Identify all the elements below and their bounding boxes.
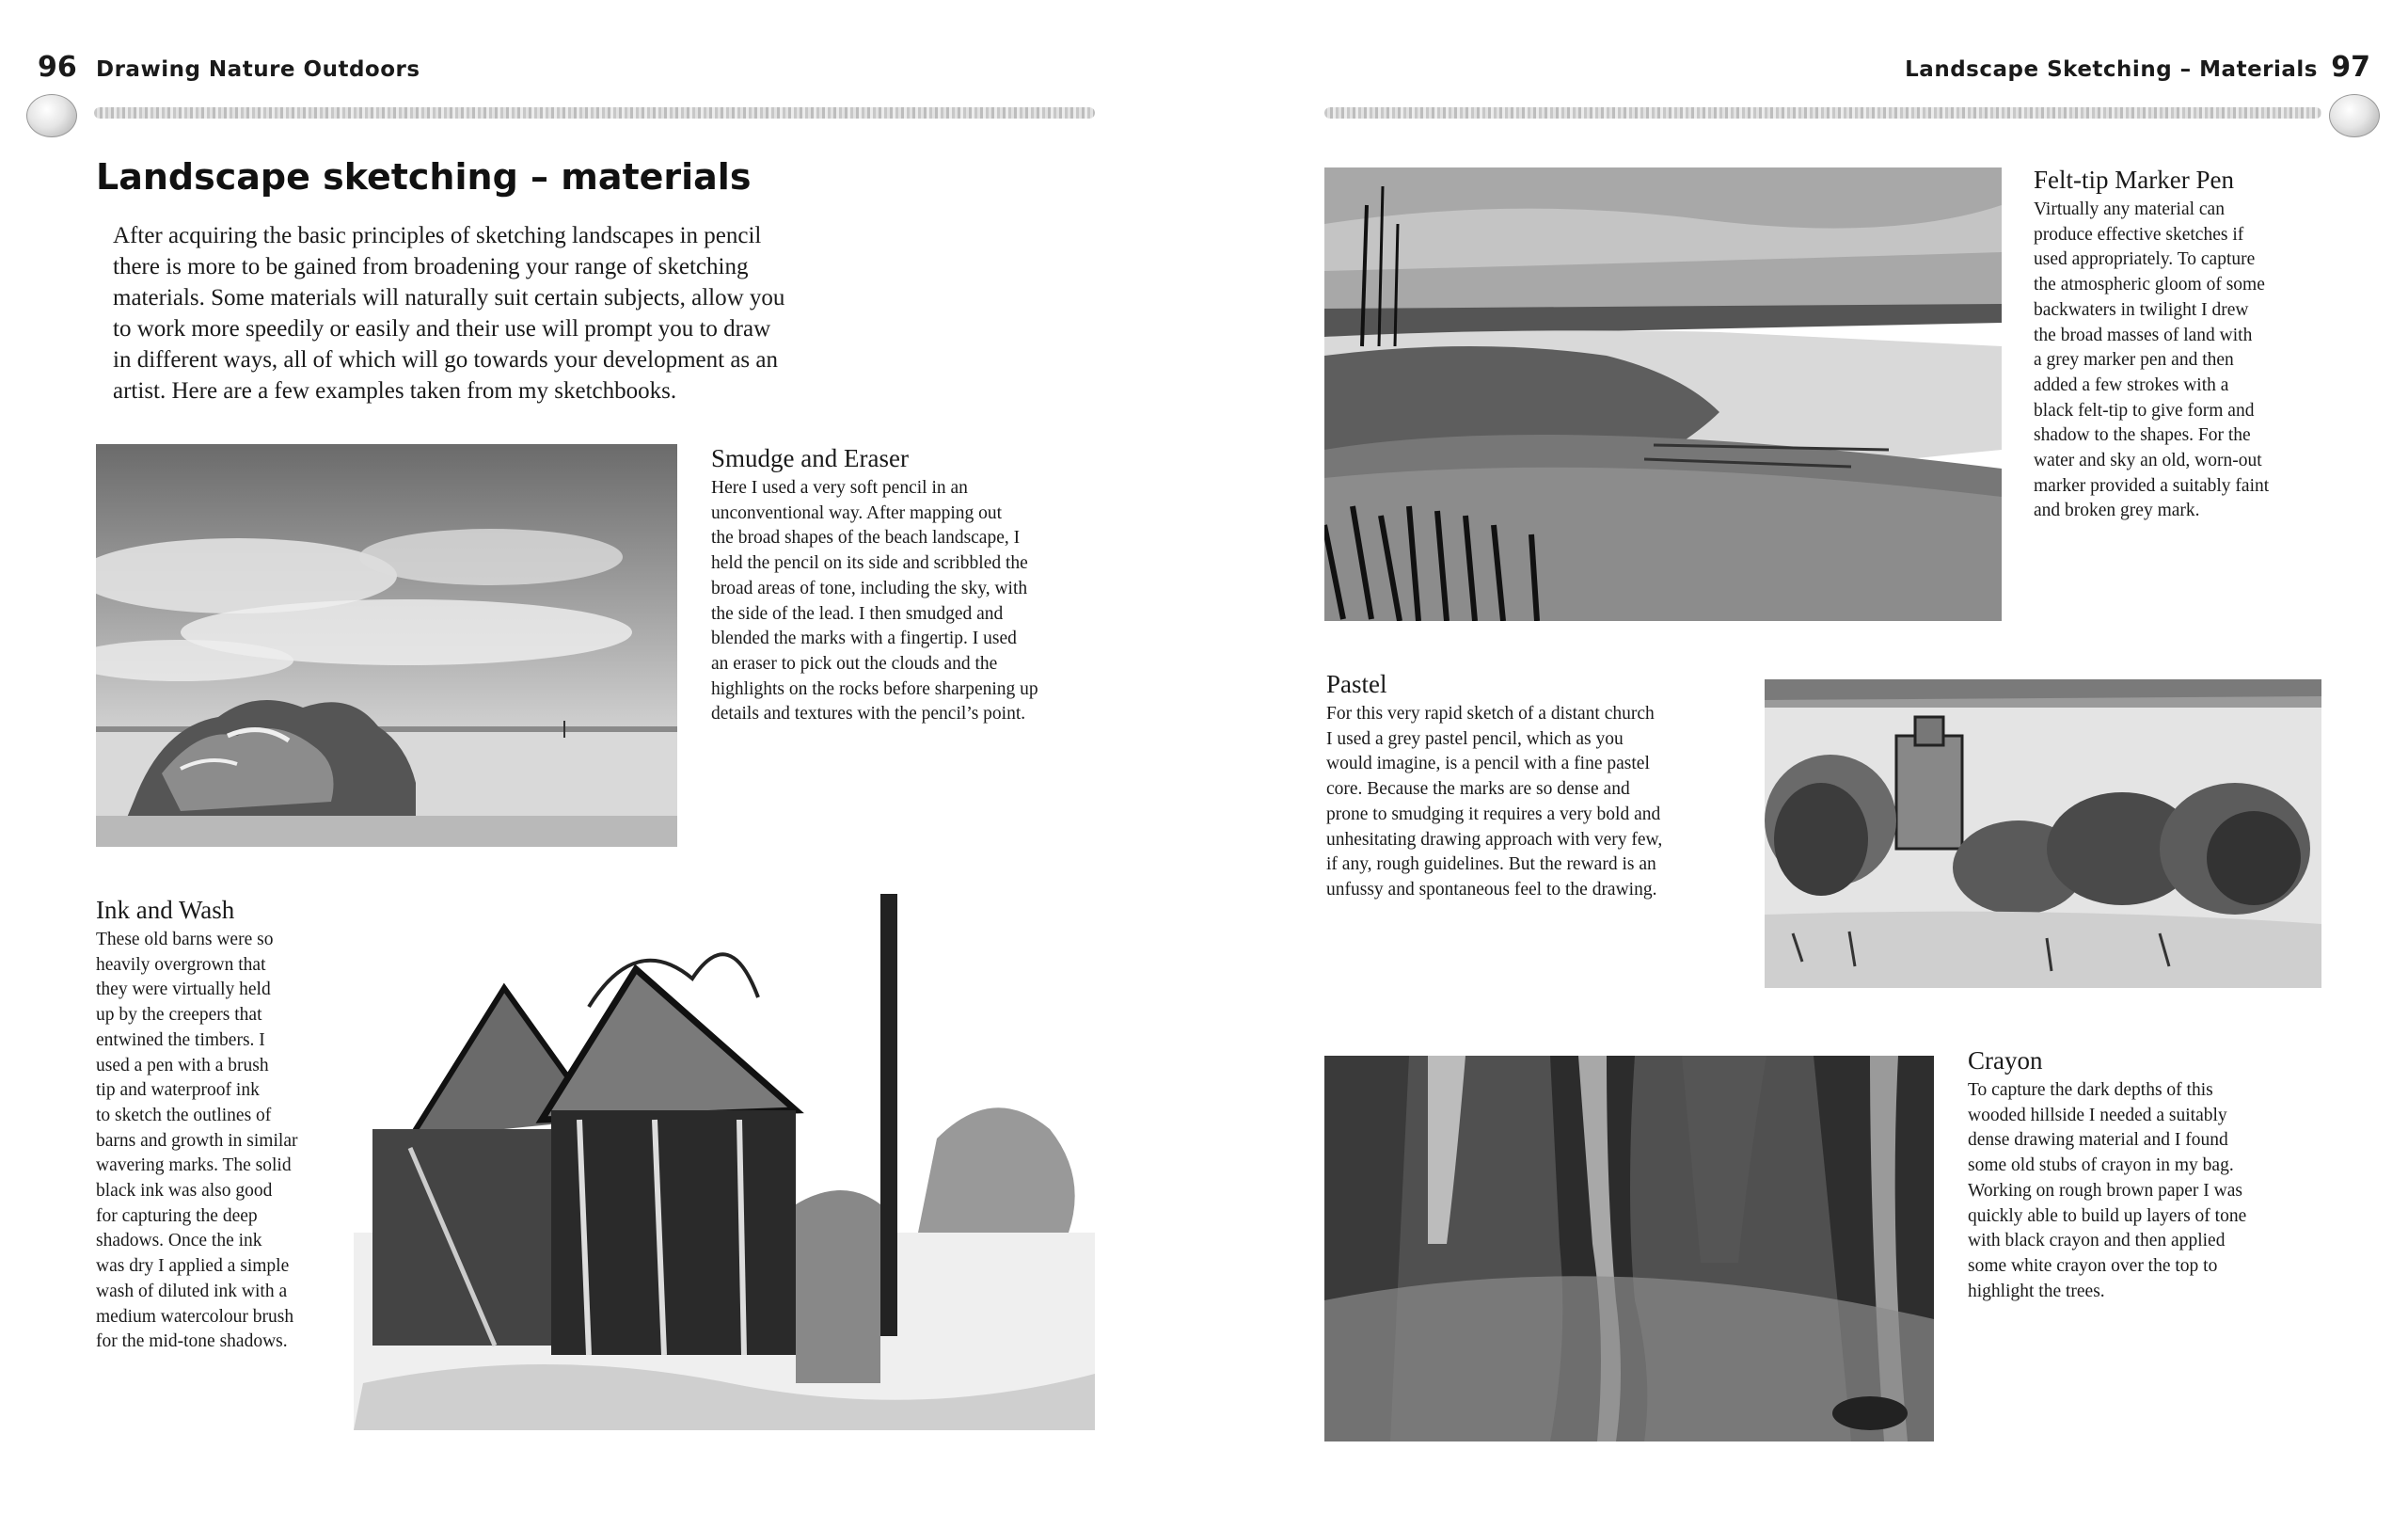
body-line: an eraser to pick out the clouds and the [711,653,998,674]
felt-tip-body [2034,198,2325,524]
body-line: For this very rapid sketch of a distant church [1326,704,1655,724]
intro-line: in different ways, all of which will go towards your development as an [113,347,779,373]
body-line: produce effective sketches if [2034,224,2244,245]
body-line: Here I used a very soft pencil in an [711,478,968,498]
body-line: heavily overgrown that [96,954,266,975]
body-line: the side of the lead. I then smudged and [711,603,1004,624]
crayon-heading: Crayon [1968,1046,2043,1075]
pastel-sketch [1765,679,2321,988]
body-line: for the mid-tone shadows. [96,1331,288,1352]
body-line: unfussy and spontaneous feel to the drawing. [1326,879,1657,900]
smudge-eraser-sketch [96,444,677,847]
body-line: would imagine, is a pencil with a fine pastel [1326,754,1650,774]
body-line: shadows. Once the ink [96,1231,262,1251]
body-line: to sketch the outlines of [96,1105,272,1125]
right-running-title: Landscape Sketching – Materials [1905,57,2318,82]
body-line: Virtually any material can [2034,199,2225,219]
body-line: quickly able to build up layers of tone [1968,1205,2247,1226]
intro-line: materials. Some materials will naturally suit certain subjects, allow you [113,285,785,311]
body-line: the broad masses of land with [2034,325,2253,345]
crayon-body [1968,1078,2306,1304]
crayon-sketch [1324,1056,1934,1441]
body-line: with black crayon and then applied [1968,1231,2226,1251]
body-line: black ink was also good [96,1181,273,1202]
body-line: the atmospheric gloom of some [2034,275,2265,295]
page-title: Landscape sketching – materials [96,156,752,198]
body-line: barns and growth in similar [96,1130,298,1151]
body-line: To capture the dark depths of this [1968,1080,2213,1100]
pebble-ornament-right [2329,94,2380,137]
body-line: tip and waterproof ink [96,1080,260,1101]
body-line: water and sky an old, worn-out [2034,451,2262,471]
body-line: Working on rough brown paper I was [1968,1180,2242,1201]
left-running-title: Drawing Nature Outdoors [96,57,420,82]
body-line: I used a grey pastel pencil, which as you [1326,728,1624,749]
body-line: and broken grey mark. [2034,501,2200,521]
body-line: backwaters in twilight I drew [2034,299,2249,320]
body-line: marker provided a suitably faint [2034,475,2270,496]
ink-wash-sketch [354,894,1095,1430]
body-line: wavering marks. The solid [96,1155,292,1176]
header-rule-left [94,107,1095,119]
body-line: for capturing the deep [96,1205,258,1226]
left-page-number: 96 [38,51,77,84]
body-line: unconventional way. After mapping out [711,502,1003,523]
body-line: they were virtually held [96,980,271,1000]
body-line: black felt-tip to give form and [2034,400,2255,421]
body-line: These old barns were so [96,930,274,949]
body-line: added a few strokes with a [2034,374,2229,395]
intro-line: After acquiring the basic principles of sketching landscapes in pencil [113,223,762,248]
smudge-eraser-heading: Smudge and Eraser [711,444,909,472]
ink-wash-heading: Ink and Wash [96,896,235,924]
body-line: used a pen with a brush [96,1055,269,1075]
body-line: broad areas of tone, including the sky, with [711,578,1028,598]
body-line: wash of diluted ink with a [96,1281,288,1301]
body-line: some white crayon over the top to [1968,1255,2218,1276]
header-rule-right [1324,107,2321,119]
body-line: highlights on the rocks before sharpening up [711,678,1038,699]
body-line: a grey marker pen and then [2034,350,2234,371]
intro-paragraph [113,220,847,406]
body-line: highlight the trees. [1968,1281,2105,1301]
right-page-number: 97 [2331,51,2370,84]
pebble-ornament-left [26,94,77,137]
body-line: was dry I applied a simple [96,1256,290,1277]
body-line: unhesitating drawing approach with very few, [1326,829,1663,850]
felt-tip-sketch [1324,167,2002,621]
body-line: dense drawing material and I found [1968,1130,2228,1151]
body-line: used appropriately. To capture [2034,249,2256,270]
body-line: shadow to the shapes. For the [2034,425,2251,446]
ink-wash-body [96,928,350,1355]
body-line: the broad shapes of the beach landscape, I [711,528,1021,549]
felt-tip-heading: Felt-tip Marker Pen [2034,166,2234,194]
body-line: some old stubs of crayon in my bag. [1968,1155,2234,1176]
intro-line: artist. Here are a few examples taken from my sketchbooks. [113,378,677,404]
body-line: wooded hillside I needed a suitably [1968,1105,2227,1125]
body-line: held the pencil on its side and scribbled the [711,553,1028,574]
body-line: medium watercolour brush [96,1306,294,1327]
intro-line: to work more speedily or easily and their use will prompt you to draw [113,316,771,342]
body-line: entwined the timbers. I [96,1029,265,1050]
body-line: blended the marks with a fingertip. I used [711,629,1017,649]
pastel-heading: Pastel [1326,670,1387,698]
body-line: core. Because the marks are so dense and [1326,779,1630,800]
body-line: details and textures with the pencil’s point. [711,704,1026,725]
body-line: up by the creepers that [96,1005,262,1026]
smudge-eraser-body [711,476,1106,727]
body-line: prone to smudging it requires a very bold and [1326,804,1661,824]
body-line: if any, rough guidelines. But the reward is an [1326,854,1656,875]
pastel-body [1326,702,1740,903]
intro-line: there is more to be gained from broadening your range of sketching [113,254,749,279]
